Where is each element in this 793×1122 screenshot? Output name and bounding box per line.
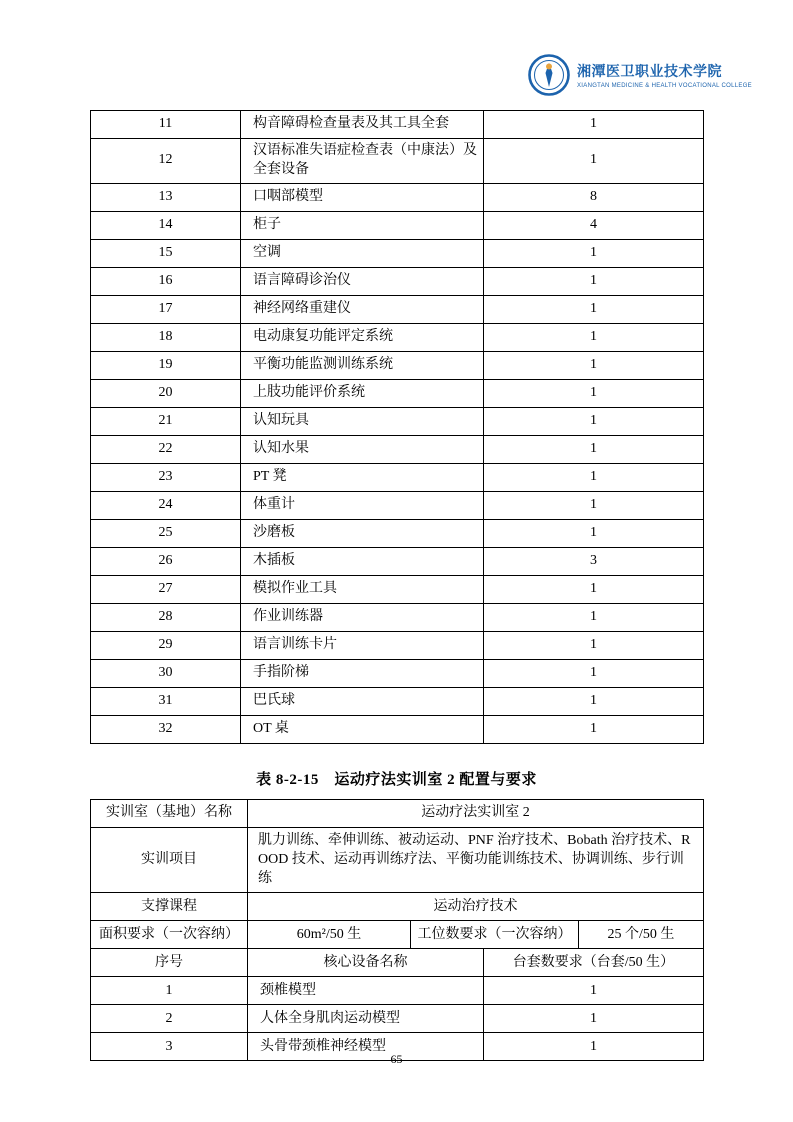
header-name: 核心设备名称 <box>248 949 484 977</box>
cell-qty: 1 <box>484 379 704 407</box>
cell-qty: 3 <box>484 547 704 575</box>
cell-qty: 1 <box>484 239 704 267</box>
cell-name: 沙磨板 <box>241 519 484 547</box>
college-name-cn: 湘潭医卫职业技术学院 <box>577 65 722 80</box>
table-row <box>91 323 704 351</box>
table-row <box>91 139 704 184</box>
cell-no: 14 <box>91 211 241 239</box>
equipment-table-continued <box>90 110 704 744</box>
cell-name: 作业训练器 <box>241 603 484 631</box>
cell-name: 上肢功能评价系统 <box>241 379 484 407</box>
cell-no: 27 <box>91 575 241 603</box>
college-logo <box>528 54 752 96</box>
page-content <box>90 110 703 1061</box>
cell-qty: 1 <box>484 435 704 463</box>
table-row <box>91 239 704 267</box>
table-row <box>91 351 704 379</box>
cell-qty: 1 <box>484 687 704 715</box>
table-row <box>91 799 704 827</box>
cell-qty: 1 <box>484 267 704 295</box>
cell-name: 语言障碍诊治仪 <box>241 267 484 295</box>
table-row <box>91 921 704 949</box>
cell-qty: 1 <box>484 631 704 659</box>
table-row <box>91 893 704 921</box>
cell-name: 空调 <box>241 239 484 267</box>
cell-name: 人体全身肌肉运动模型 <box>248 1005 484 1033</box>
cell-no: 19 <box>91 351 241 379</box>
cell-name: 柜子 <box>241 211 484 239</box>
table-row <box>91 977 704 1005</box>
cell-name: 模拟作业工具 <box>241 575 484 603</box>
cell-qty: 1 <box>484 1005 704 1033</box>
course-label: 支撑课程 <box>91 893 248 921</box>
cell-name: 体重计 <box>241 491 484 519</box>
cell-qty: 4 <box>484 211 704 239</box>
cell-no: 29 <box>91 631 241 659</box>
table-row <box>91 519 704 547</box>
cell-qty: 1 <box>484 463 704 491</box>
cell-name: 认知水果 <box>241 435 484 463</box>
course-value: 运动治疗技术 <box>248 893 704 921</box>
cell-no: 32 <box>91 715 241 743</box>
cell-qty: 1 <box>484 491 704 519</box>
table-row <box>91 631 704 659</box>
cell-no: 18 <box>91 323 241 351</box>
area-label: 面积要求（一次容纳） <box>91 921 248 949</box>
college-logo-text <box>577 61 752 89</box>
table-row <box>91 687 704 715</box>
header-qty: 台套数要求（台套/50 生） <box>484 949 704 977</box>
cell-name: 认知玩具 <box>241 407 484 435</box>
training-room-equipment-body <box>91 977 704 1061</box>
cell-name: 构音障碍检查量表及其工具全套 <box>241 111 484 139</box>
equipment-table-body <box>91 111 704 744</box>
cell-no: 1 <box>91 977 248 1005</box>
college-name-en: XIANGTAN MEDICINE & HEALTH VOCATIONAL COLLEGE <box>577 83 752 89</box>
cell-name: 头骨带颈椎神经模型 <box>248 1033 484 1061</box>
cell-no: 22 <box>91 435 241 463</box>
table-row <box>91 575 704 603</box>
cell-qty: 1 <box>484 603 704 631</box>
page-number: 65 <box>390 1052 403 1066</box>
cell-name: 木插板 <box>241 547 484 575</box>
cell-name: 口咽部模型 <box>241 183 484 211</box>
cell-no: 20 <box>91 379 241 407</box>
table-row <box>91 183 704 211</box>
cell-no: 11 <box>91 111 241 139</box>
cell-name: OT 桌 <box>241 715 484 743</box>
cell-qty: 1 <box>484 139 704 184</box>
station-value: 25 个/50 生 <box>579 921 704 949</box>
cell-no: 15 <box>91 239 241 267</box>
cell-no: 3 <box>91 1033 248 1061</box>
cell-no: 17 <box>91 295 241 323</box>
cell-name: 颈椎模型 <box>248 977 484 1005</box>
cell-qty: 1 <box>484 1033 704 1061</box>
training-room-table-head <box>91 799 704 977</box>
training-room-table <box>90 799 704 1062</box>
table-row <box>91 111 704 139</box>
cell-no: 25 <box>91 519 241 547</box>
table-row <box>91 491 704 519</box>
area-value: 60m²/50 生 <box>248 921 411 949</box>
cell-no: 30 <box>91 659 241 687</box>
cell-qty: 1 <box>484 575 704 603</box>
table-row <box>91 547 704 575</box>
cell-no: 21 <box>91 407 241 435</box>
cell-no: 31 <box>91 687 241 715</box>
cell-name: 手指阶梯 <box>241 659 484 687</box>
cell-no: 24 <box>91 491 241 519</box>
table-row <box>91 659 704 687</box>
cell-qty: 1 <box>484 519 704 547</box>
cell-qty: 1 <box>484 295 704 323</box>
cell-qty: 8 <box>484 183 704 211</box>
table-row <box>91 295 704 323</box>
cell-qty: 1 <box>484 715 704 743</box>
table-row <box>91 435 704 463</box>
cell-qty: 1 <box>484 659 704 687</box>
cell-name: 神经网络重建仪 <box>241 295 484 323</box>
cell-no: 26 <box>91 547 241 575</box>
cell-name: 语言训练卡片 <box>241 631 484 659</box>
cell-name: 汉语标准失语症检查表（中康法）及全套设备 <box>241 139 484 184</box>
college-logo-icon <box>528 54 570 96</box>
room-name-label: 实训室（基地）名称 <box>91 799 248 827</box>
table-row <box>91 211 704 239</box>
station-label: 工位数要求（一次容纳） <box>411 921 579 949</box>
table-row <box>91 379 704 407</box>
cell-no: 16 <box>91 267 241 295</box>
table-row <box>91 715 704 743</box>
table-row <box>91 603 704 631</box>
room-name-value: 运动疗法实训室 2 <box>248 799 704 827</box>
table-row <box>91 463 704 491</box>
cell-name: 巴氏球 <box>241 687 484 715</box>
cell-no: 23 <box>91 463 241 491</box>
cell-name: PT 凳 <box>241 463 484 491</box>
cell-name: 平衡功能监测训练系统 <box>241 351 484 379</box>
cell-qty: 1 <box>484 351 704 379</box>
project-label: 实训项目 <box>91 827 248 893</box>
cell-no: 13 <box>91 183 241 211</box>
table-row <box>91 1005 704 1033</box>
table-header-row <box>91 949 704 977</box>
table-row <box>91 407 704 435</box>
cell-no: 28 <box>91 603 241 631</box>
header-no: 序号 <box>91 949 248 977</box>
table-title: 表 8-2-15 运动疗法实训室 2 配置与要求 <box>256 771 537 788</box>
cell-name: 电动康复功能评定系统 <box>241 323 484 351</box>
cell-qty: 1 <box>484 323 704 351</box>
table-row <box>91 827 704 893</box>
table-row <box>91 267 704 295</box>
cell-qty: 1 <box>484 407 704 435</box>
cell-qty: 1 <box>484 977 704 1005</box>
cell-qty: 1 <box>484 111 704 139</box>
cell-no: 12 <box>91 139 241 184</box>
cell-no: 2 <box>91 1005 248 1033</box>
project-value: 肌力训练、牵伸训练、被动运动、PNF 治疗技术、Bobath 治疗技术、ROOD 技术、运动再训练疗法、平衡功能训练技术、协调训练、步行训练 <box>248 827 704 893</box>
